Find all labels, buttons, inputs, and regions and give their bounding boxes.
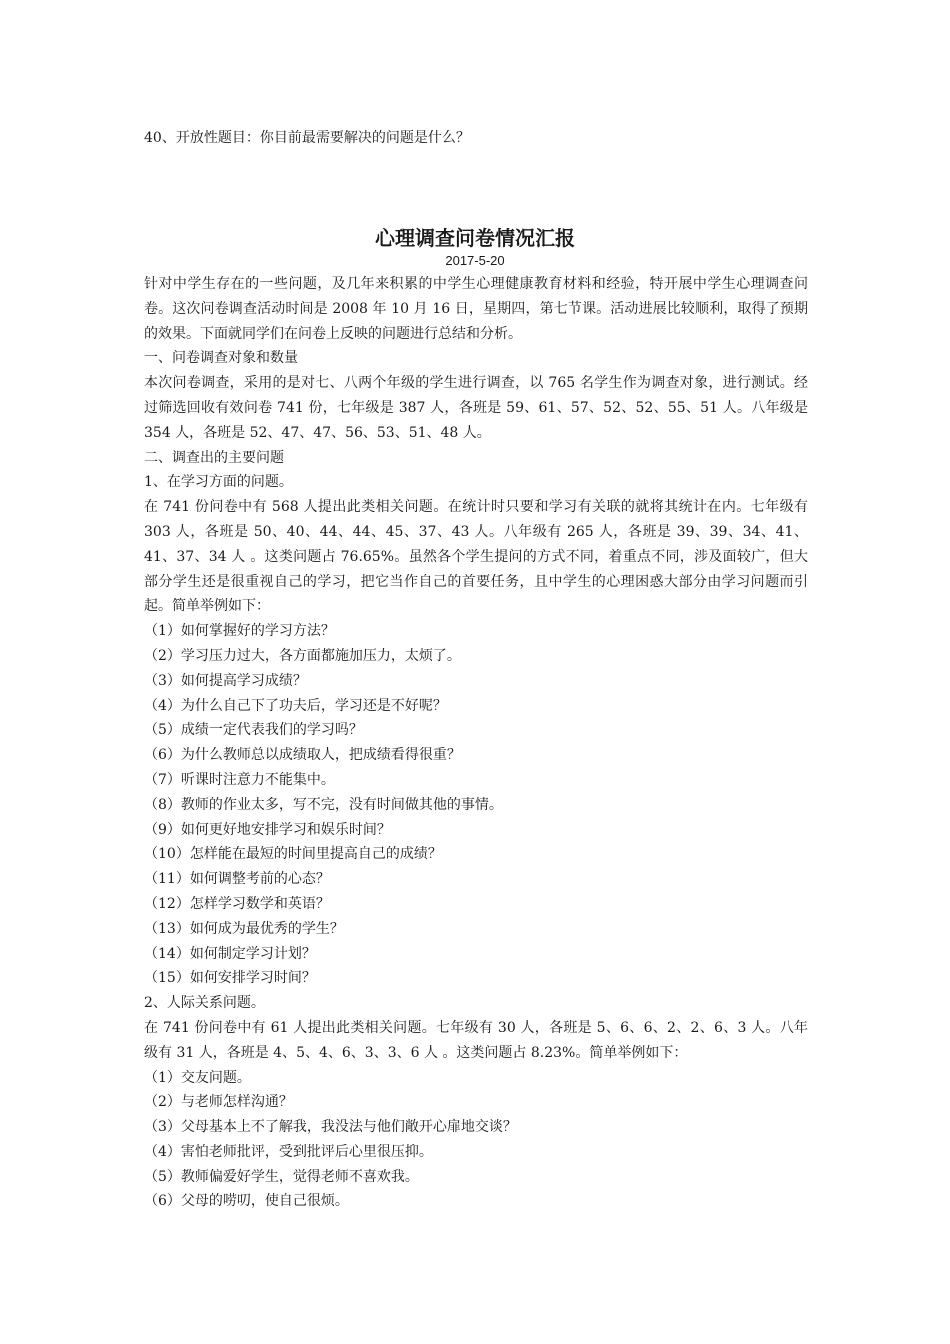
study-example-item: （7）听课时注意力不能集中。 [144,771,335,788]
study-problems-paragraph: 在 741 份问卷中有 568 人提出此类相关问题。在统计时只要和学习有关联的就将其统计在内。七年级有 303 人，各班是 50、40、44、44、45、37、43 人。八年级有 265 人，各班是 39、39、34、41、41、37、34 人 。这类问题占 76.65%。虽然各个学生提问的方式不同，着重点不同，涉及面较广，但大部分学生还是很重视自己的学习，把它当作自己的首要任务，且中学生的心理困惑大部分由学习问题而引起。简单举例如下： [144,499,808,615]
study-example-item: （14）如何制定学习计划？ [144,945,316,962]
study-example-item: （4）为什么自己下了功夫后，学习还是不好呢？ [144,697,447,714]
study-example-item: （13）如何成为最优秀的学生？ [144,920,344,937]
study-example-item: （15）如何安排学习时间？ [144,970,316,987]
relations-example-item: （6）父母的唠叨，使自己很烦。 [144,1193,349,1210]
relations-problems-paragraph: 在 741 份问卷中有 61 人提出此类相关问题。七年级有 30 人，各班是 5、6、6、2、2、6、3 人。八年级有 31 人，各班是 4、5、4、6、3、3、6 人 。这类问题占 8.23%。简单举例如下： [144,1019,808,1061]
study-example-item: （2）学习压力过大，各方面都施加压力，太烦了。 [144,647,461,664]
study-example-item: （10）怎样能在最短的时间里提高自己的成绩？ [144,846,442,863]
report-date: 2017-5-20 [445,253,505,268]
open-question-line: 40、开放性题目：你目前最需要解决的问题是什么？ [144,130,470,146]
section-1-heading: 一、问卷调查对象和数量 [144,350,298,367]
study-example-item: （8）教师的作业太多，写不完，没有时间做其他的事情。 [144,796,503,813]
section-2-heading: 二、调查出的主要问题 [144,449,284,466]
study-example-item: （12）怎样学习数学和英语？ [144,895,330,912]
relations-example-item: （5）教师偏爱好学生，觉得老师不喜欢我。 [144,1168,419,1185]
intro-paragraph: 针对中学生存在的一些问题，及几年来积累的中学生心理健康教育材料和经验，特开展中学生心理调查问卷。这次问卷调查活动时间是 2008 年 10 月 16 日，星期四，第七节课。活动进展比较顺利，取得了预期的效果。下面就同学们在问卷上反映的问题进行总结和分析。 [144,276,808,342]
relations-example-item: （3）父母基本上不了解我，我没法与他们敞开心扉地交谈？ [144,1119,517,1136]
relations-example-item: （2）与老师怎样沟通？ [144,1094,293,1111]
relations-example-item: （1）交友问题。 [144,1069,251,1086]
study-example-item: （6）为什么教师总以成绩取人，把成绩看得很重？ [144,747,461,764]
study-problems-heading: 1、在学习方面的问题。 [144,474,293,491]
study-example-item: （5）成绩一定代表我们的学习吗？ [144,722,363,739]
report-title: 心理调查问卷情况汇报 [375,226,575,250]
relations-problems-heading: 2、人际关系问题。 [144,995,265,1012]
relations-example-item: （4）害怕老师批评，受到批评后心里很压抑。 [144,1143,433,1160]
section-1-paragraph: 本次问卷调查，采用的是对七、八两个年级的学生进行调查，以 765 名学生作为调查对象，进行测试。经过筛选回收有效问卷 741 份，七年级是 387 人，各班是 59、61、57、52、52、55、51 人。八年级是 354 人，各班是 52、47、47、56、53、51、48 人。 [144,375,808,441]
study-example-item: （1）如何掌握好的学习方法？ [144,623,335,640]
study-example-item: （9）如何更好地安排学习和娱乐时间？ [144,821,391,838]
study-example-item: （11）如何调整考前的心态？ [144,871,330,888]
report-body [144,272,808,1214]
study-example-item: （3）如何提高学习成绩？ [144,672,307,689]
